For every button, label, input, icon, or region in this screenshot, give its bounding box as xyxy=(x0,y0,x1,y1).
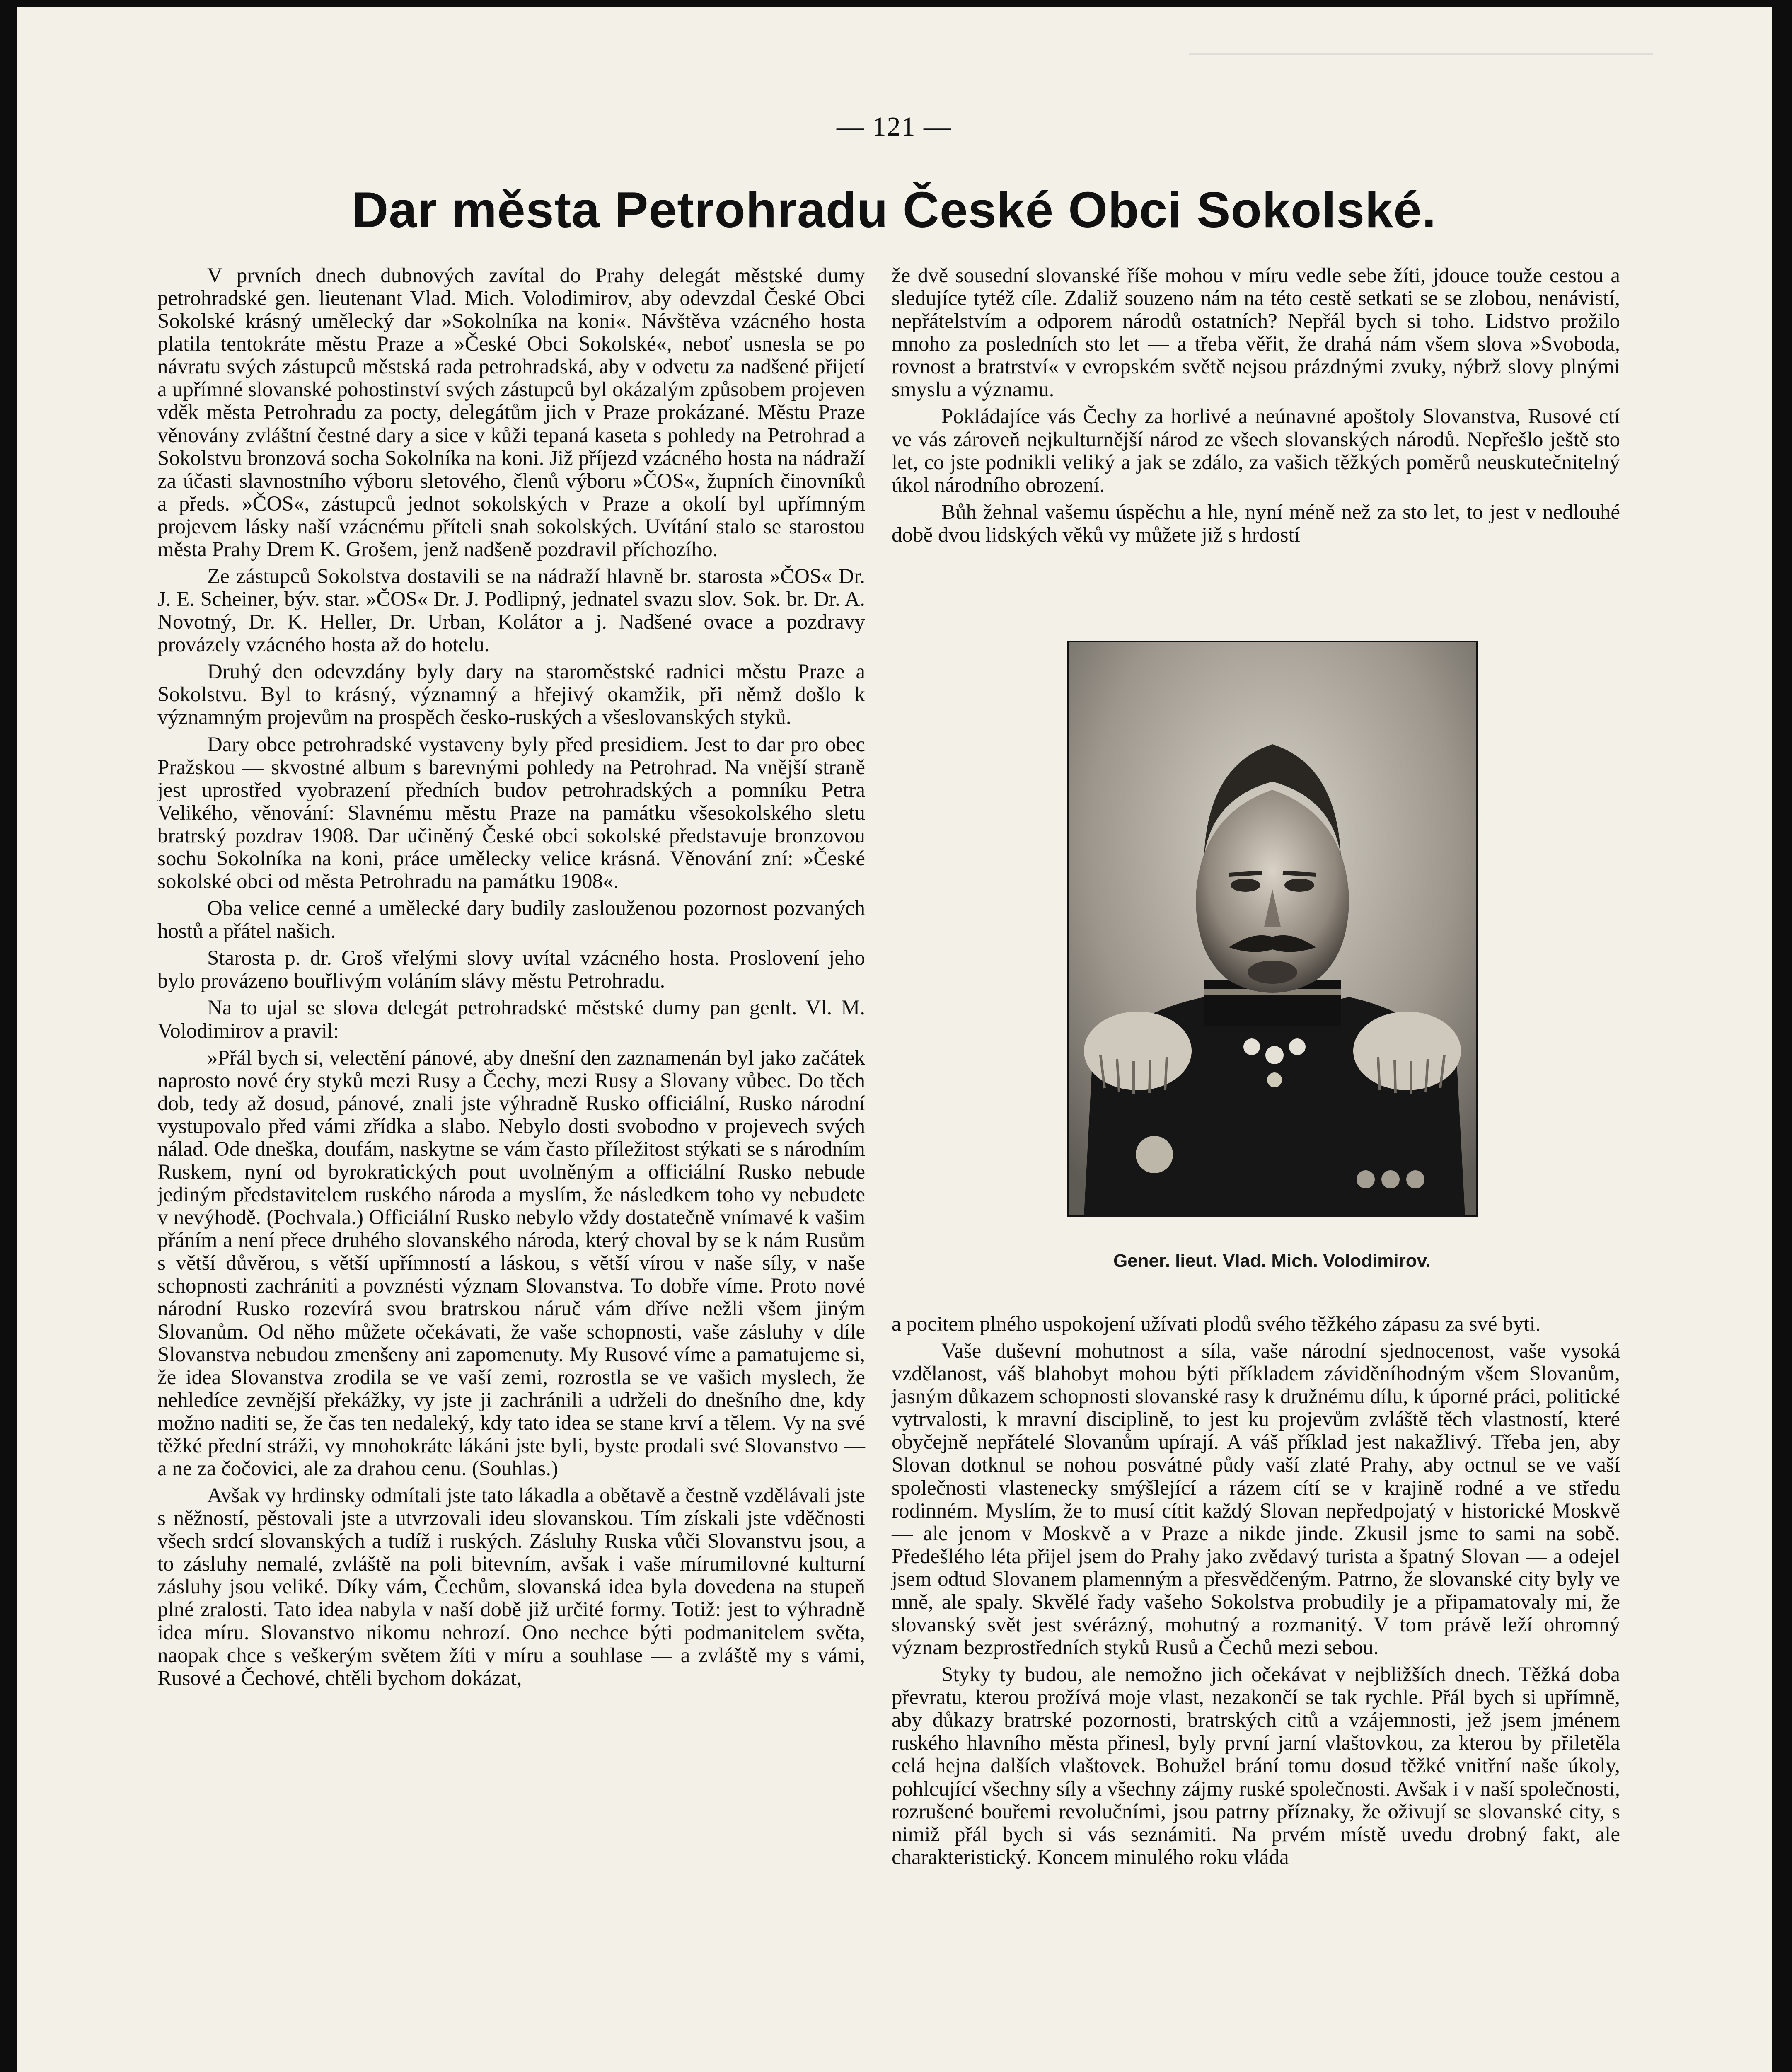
paragraph: Druhý den odevzdány byly dary na staroměstské radnici městu Praze a Sokolstvu. Byl to krásný, významný a hřejivý okamžik, při němž došlo k významným projevům na prospěch česko-ruských a všeslovanských styků. xyxy=(157,660,865,729)
paragraph: V prvních dnech dubnových zavítal do Prahy delegát městské dumy petrohradské gen. lieutenant Vlad. Mich. Volodimirov, aby odevzdal České Obci Sokolské krásný umělecký dar »Sokolníka na koni«. Návštěva vzácného hosta platila tentokráte městu Praze a »České Obci Sokolské«, neboť usnesla se po návratu svých zástupců městská rada petrohradská, aby v odvetu za nadšené přijetí a upřímné slovanské pohostinství svých zástupců byl okázalým způsobem projeven vděk města Petrohradu za pocty, delegátům jich v Praze prokázané. Městu Praze věnovány zvláštní čestné dary a sice v kůži tepaná kaseta s pohledy na Petrohrad a Sokolstvu bronzová socha Sokolníka na koni. Již příjezd vzácného hosta na nádraží za účasti slavnostního výboru sletového, členů výboru »ČOS«, župních činovníků a předs. »ČOS«, zástupců jednot sokolských v Praze a okolí byl upřímným projevem lásky naší vzácnému příteli snah sokolských. Uvítání stalo se starostou města Prahy Drem K. Grošem, jenž nadšeně pozdravil příchozího. xyxy=(157,264,865,561)
figure-caption: Gener. lieut. Vlad. Mich. Volodimirov. xyxy=(1113,1251,1431,1271)
paragraph: že dvě sousední slovanské říše mohou v míru vedle sebe žíti, jdouce touže cestou a sledujíce tytéž cíle. Zdaliž souzeno nám na této cestě setkati se se zlobou, nenávistí, nepřátelstvím a odporem národů ostatních? Nepřál bych si toho. Lidstvo prožilo mnoho za posledních sto let — a třeba věřit, že drahá nám všem slova »Svoboda, rovnost a bratrství« v evropském světě nejsou prázdnými zvuky, nýbrž slovy plnými smyslu a významu. xyxy=(892,264,1620,402)
paragraph: Bůh žehnal vašemu úspěchu a hle, nyní méně než za sto let, to jest v nedlouhé době dvou lidských věků vy můžete již s hrdostí xyxy=(892,500,1620,547)
paragraph: Styky ty budou, ale nemožno jich očekávat v nejbližších dnech. Těžká doba převratu, kterou prožívá moje vlast, nezakončí se tak rychle. Přál bych si upřímně, aby důkazy bratrské pozornosti, bratrských citů a vzájemnosti, jež jsem jménem ruského hlavního města přinesl, byly první jarní vlaštovkou, za kterou by přiletěla celá hejna dalších vlaštovek. Bohužel brání tomu dosud těžké vnitřní naše úkoly, pohlcující všechny síly a všechny zájmy ruské společnosti. Avšak i v naší společnosti, rozrušené bouřemi revolučními, jsou patrny příznaky, že oživují se slovanské city, s nimiž přál bych si vás seznámiti. Na prvém místě uvedu drobný fakt, ale charakteristický. Koncem minulého roku vláda xyxy=(892,1663,1620,1869)
page-number: — 121 — xyxy=(837,111,952,142)
paragraph: Avšak vy hrdinsky odmítali jste tato lákadla a obětavě a čestně vzdělávali jste s něžností, pěstovali jste a utvrzovali ideu slovanskou. Tím získali jste vděčnosti všech srdcí slovanských a tudíž i ruských. Zásluhy Ruska vůči Slovanstvu jsou, a to zásluhy nemalé, zvláště na poli bitevním, avšak i vaše mírumilovné kulturní zásluhy jsou veliké. Díky vám, Čechům, slovanská idea byla dovedena na stupeň plné zralosti. Tato idea nabyla v naší době již určité formy. Totiž: jest to výhradně idea míru. Slovanstvo nikomu nehrozí. Ono nechce býti podmanitelem světa, naopak chce s veškerým světem žíti v míru a souhlase — a zvláště my s vámi, Rusové a Čechové, chtěli bychom dokázat, xyxy=(157,1484,865,1690)
paragraph: Pokládajíce vás Čechy za horlivé a neúnavné apoštoly Slovanstva, Rusové ctí ve vás zároveň nejkulturnější národ ze všech slovanských národů. Nepřešlo ještě sto let, co jste podnikli veliký a jak se zdálo, za vašich těžkých poměrů neuskutečnitelný úkol národního obrození. xyxy=(892,405,1620,497)
paragraph: Ze zástupců Sokolstva dostavili se na nádraží hlavně br. starosta »ČOS« Dr. J. E. Scheiner, býv. star. »ČOS« Dr. J. Podlipný, jednatel svazu slov. Sok. br. Dr. A. Novotný, Dr. K. Heller, Dr. Urban, Kolátor a j. Nadšené ovace a pozdravy provázely vzácného hosta až do hotelu. xyxy=(157,565,865,657)
paragraph: Starosta p. dr. Groš vřelými slovy uvítal vzácného hosta. Proslovení jeho bylo provázeno bouřlivým voláním slávy městu Petrohradu. xyxy=(157,946,865,993)
right-column-bottom xyxy=(892,1313,1620,2072)
left-column xyxy=(157,264,865,1694)
paragraph: Oba velice cenné a umělecké dary budily zaslouženou pozornost pozvaných hostů a přátel našich. xyxy=(157,897,865,943)
article-title: Dar města Petrohradu České Obci Sokolské. xyxy=(352,182,1437,238)
paragraph: a pocitem plného uspokojení užívati plodů svého těžkého zápasu za své byti. xyxy=(892,1312,1541,1336)
right-column-top xyxy=(892,264,1620,551)
paragraph: Na to ujal se slova delegát petrohradské městské dumy pan genlt. Vl. M. Volodimirov a pravil: xyxy=(157,996,865,1043)
paragraph: »Přál bych si, velectění pánové, aby dnešní den zaznamenán byl jako začátek naprosto nové éry styků mezi Rusy a Čechy, mezi Rusy a Slovany vůbec. Do těch dob, tedy až dosud, pánové, znali jste výhradně Rusko officiální, Rusko národní vystupovalo před vámi zřídka a slabo. Nebylo dosti svobodno v projevech svých nálad. Ode dneška, doufám, naskytne se vám často příležitost stýkati se s národním Ruskem, nyní od byrokratických pout uvolněným a officiální Rusko nebude jediným představitelem ruského národa a myslím, že následkem toho vy nebudete v nevýhodě. (Pochvala.) Officiální Rusko nebylo vždy dostatečně vnímavé k vašim přáním a není přece druhého slovanského národa, který choval by se k nám Rusům s větší důvěrou, s větší upřímností a láskou, s větší vírou v naše síly, v naše schopnosti zachrániti a povznésti význam Slovanstva. To dobře víme. Proto nové národní Rusko rozevírá svou bratrskou náruč vám dříve nežli všem jiným Slovanům. Od něho můžete očekávati, že vaše schopnosti, vaše zásluhy v díle Slovanstva nebudou zmenšeny ani zapomenuty. My Rusové víme a pamatujeme si, že idea Slovanstva zrodila se ve vaší zemi, rozrostla se ve vašich myslech, že nehledíce zevnější překážky, vy jste ji zachránili a udrželi do dnešního dne, kdy možno naditi se, že čas ten nedaleký, kdy tato idea se stane krví a tělem. Vy na své těžké přední stráži, vy mnohokráte lákáni jste byli, byste prodali své Slovanstvo — a ne za čočovici, ale za drahou cenu. (Souhlas.) xyxy=(157,1046,865,1480)
paragraph: Dary obce petrohradské vystaveny byly před presidiem. Jest to dar pro obec Pražskou — skvostné album s barevnými pohledy na Petrohrad. Na vnější straně jest uprostřed vyobrazení předních budov petrohradských a pomníku Petra Velikého, věnování: Slavnému městu Praze na památku všesokolského sletu bratrský pozdrav 1908. Dar učiněný České obci sokolské představuje bronzovou sochu Sokolníka na koni, práce umělecky velice krásná. Věnování zní: »České sokolské obci od města Petrohradu na památku 1908«. xyxy=(157,733,865,893)
portrait-photo xyxy=(1067,641,1478,1217)
bleed-through-artifact xyxy=(1189,7,1653,55)
paragraph: Vaše duševní mohutnost a síla, vaše národní sjednocenost, vaše vysoká vzdělanost, váš blahobyt mohou býti příkladem záviděníhodným všem Slovanům, jasným důkazem schopnosti slovanské rasy k družnému dílu, k úporné práci, politické vytrvalosti, k mravní disciplině, to jest ku projevům zvláště těch vlastností, které obyčejně nepřátelé Slovanům upírají. A váš příklad jest nakažlivý. Třeba jen, aby Slovan dotknul se nohou posvátné půdy vaší zlaté Prahy, aby octnul se ve vaší společnosti vlastenecky smýšlející a rázem cítí se v krajině rodné a ve středu rodinném. Myslím, že to musí cítit každý Slovan nepředpojatý v historické Moskvě — ale jenom v Moskvě a v Praze a nikde jinde. Zkusil jsme to sami na sobě. Předešlého léta přijel jsem do Prahy jako zvědavý turista a špatný Slovan — a odejel jsem odtud Slovanem plamenným a přesvědčeným. Patrno, že slovanské city byly ve mně, ale spaly. Skvělé řady vašeho Sokolstva probudily je a připamatovaly mi, že slovanský svět jest svérázný, mohutný a rozmanitý. V tom právě leží ohromný význam bezprostředních styků Rusů a Čechů mezi sebou. xyxy=(892,1339,1620,1660)
scanned-page xyxy=(17,7,1772,2072)
